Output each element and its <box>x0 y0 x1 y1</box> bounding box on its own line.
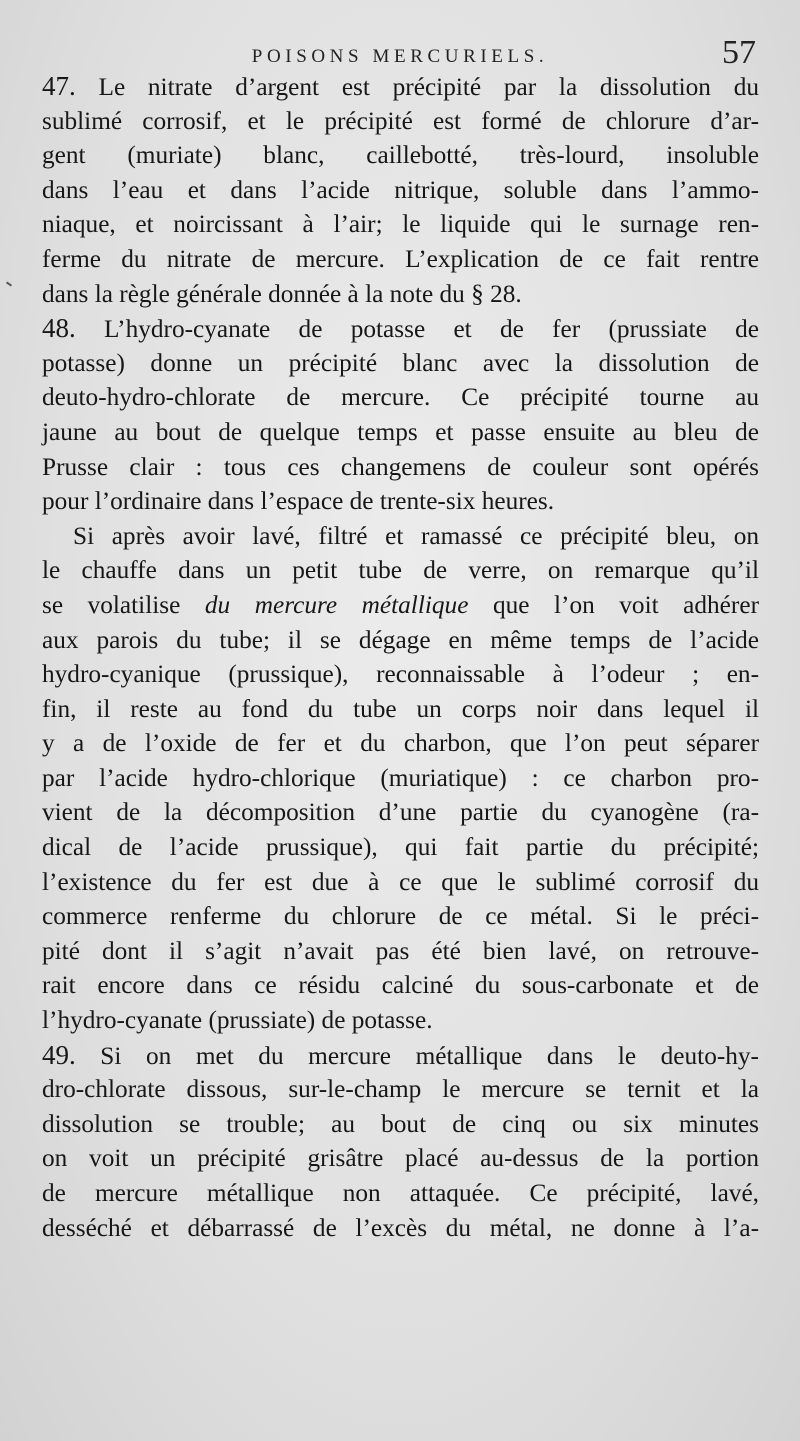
paragraph-number: 47. <box>42 71 76 101</box>
line-text: aux parois du tube; il se dégage en même temps de l’acide <box>42 625 759 654</box>
line-text: sublimé corrosif, et le précipité est formé de chlorure d’ar- <box>42 106 759 135</box>
text-line <box>42 795 759 830</box>
line-text: vient de la décomposition d’une partie du cyanogène (ra- <box>42 798 759 827</box>
text-line <box>42 623 759 658</box>
line-text: se volatilise <box>42 590 205 619</box>
line-text: gent (muriate) blanc, caillebotté, très-lourd, insoluble <box>42 141 759 170</box>
text-line <box>42 968 759 1003</box>
text-line <box>42 1072 759 1107</box>
line-text: pité dont il s’agit n’avait pas été bien lavé, on retrouve- <box>42 936 759 965</box>
line-text: par l’acide hydro-chlorique (muriatique) : ce charbon pro- <box>42 763 759 792</box>
line-text-continued: que l’on voit adhérer <box>468 590 759 619</box>
text-line <box>42 346 759 381</box>
text-line <box>42 207 759 242</box>
text-line <box>42 865 759 900</box>
line-text: jaune au bout de quelque temps et passe ensuite au bleu de <box>42 417 759 446</box>
line-text: deuto-hydro-chlorate de mercure. Ce précipité tourne au <box>42 383 759 412</box>
text-line <box>42 242 759 277</box>
text-line <box>42 830 759 865</box>
line-text: on voit un précipité grisâtre placé au-dessus de la portion <box>42 1144 759 1173</box>
text-line <box>42 553 759 588</box>
margin-speck <box>6 281 12 286</box>
text-line <box>42 311 759 346</box>
text-line <box>42 415 759 450</box>
text-line <box>42 484 759 519</box>
line-text: de mercure métallique non attaquée. Ce précipité, lavé, <box>42 1179 759 1207</box>
text-line <box>42 1038 759 1073</box>
page-number: 57 <box>722 34 756 71</box>
line-text: pour l’ordinaire dans l’espace de trente-six heures. <box>42 487 555 516</box>
text-line <box>42 173 759 208</box>
line-text: Si après avoir lavé, filtré et ramassé ce précipité bleu, on <box>73 521 759 550</box>
line-text: hydro-cyanique (prussique), reconnaissable à l’odeur ; en- <box>42 660 759 689</box>
text-line <box>42 1141 759 1176</box>
line-text: le chauffe dans un petit tube de verre, on remarque qu’il <box>42 556 759 585</box>
text-line <box>42 726 759 761</box>
text-line <box>42 761 759 796</box>
line-text: fin, il reste au fond du tube un corps noir dans lequel il <box>42 694 759 723</box>
text-line <box>42 934 759 969</box>
body-text <box>42 69 759 1245</box>
running-title: POISONS MERCURIELS. <box>251 46 549 67</box>
line-text: dro-chlorate dissous, sur-le-champ le mercure se ternit et la <box>42 1075 759 1104</box>
line-text: potasse) donne un précipité blanc avec la dissolution de <box>42 348 759 377</box>
line-text: Le nitrate d’argent est précipité par la dissolution du <box>75 73 759 101</box>
line-text: ferme du nitrate de mercure. L’explication de ce fait rentre <box>42 244 759 273</box>
text-line <box>42 277 759 312</box>
text-line <box>42 69 759 104</box>
text-line <box>42 450 759 485</box>
text-line <box>42 588 759 623</box>
italic-phrase: du mercure métallique <box>204 590 469 619</box>
line-text: l’existence du fer est due à ce que le sublimé corrosif du <box>42 867 759 896</box>
line-text: dissolution se trouble; au bout de cinq ou six minutes <box>42 1109 759 1138</box>
text-line <box>42 1176 759 1211</box>
line-text: commerce renferme du chlorure de ce métal. Si le préci- <box>42 902 759 931</box>
paragraph-number: 48. <box>42 313 76 344</box>
text-line <box>42 104 759 139</box>
text-line <box>42 1211 759 1246</box>
text-line <box>42 138 759 173</box>
line-text: desséché et débarrassé de l’excès du métal, ne donne à l’a- <box>42 1213 759 1242</box>
line-text: rait encore dans ce résidu calciné du sous-carbonate et de <box>42 971 759 1000</box>
text-line <box>42 1107 759 1142</box>
line-text: dans l’eau et dans l’acide nitrique, soluble dans l’ammo- <box>42 175 759 204</box>
text-line <box>42 899 759 934</box>
line-text: L’hydro-cyanate de potasse et de fer (prussiate de <box>75 315 759 344</box>
line-text: dical de l’acide prussique), qui fait partie du précipité; <box>42 833 759 862</box>
line-text: y a de l’oxide de fer et du charbon, que l’on peut séparer <box>42 729 759 758</box>
text-line <box>42 692 759 727</box>
line-text: dans la règle générale donnée à la note du § 28. <box>42 279 522 308</box>
text-line <box>42 657 759 692</box>
paragraph-number: 49. <box>42 1039 76 1070</box>
line-text: niaque, et noircissant à l’air; le liquide qui le surnage ren- <box>42 210 759 239</box>
line-text: Si on met du mercure métallique dans le deuto-hy- <box>75 1041 759 1070</box>
line-text: Prusse clair : tous ces changemens de couleur sont opérés <box>42 452 759 481</box>
text-line <box>42 380 759 415</box>
text-line <box>42 1003 759 1038</box>
text-line <box>42 519 759 554</box>
line-text: l’hydro-cyanate (prussiate) de potasse. <box>42 1006 433 1035</box>
